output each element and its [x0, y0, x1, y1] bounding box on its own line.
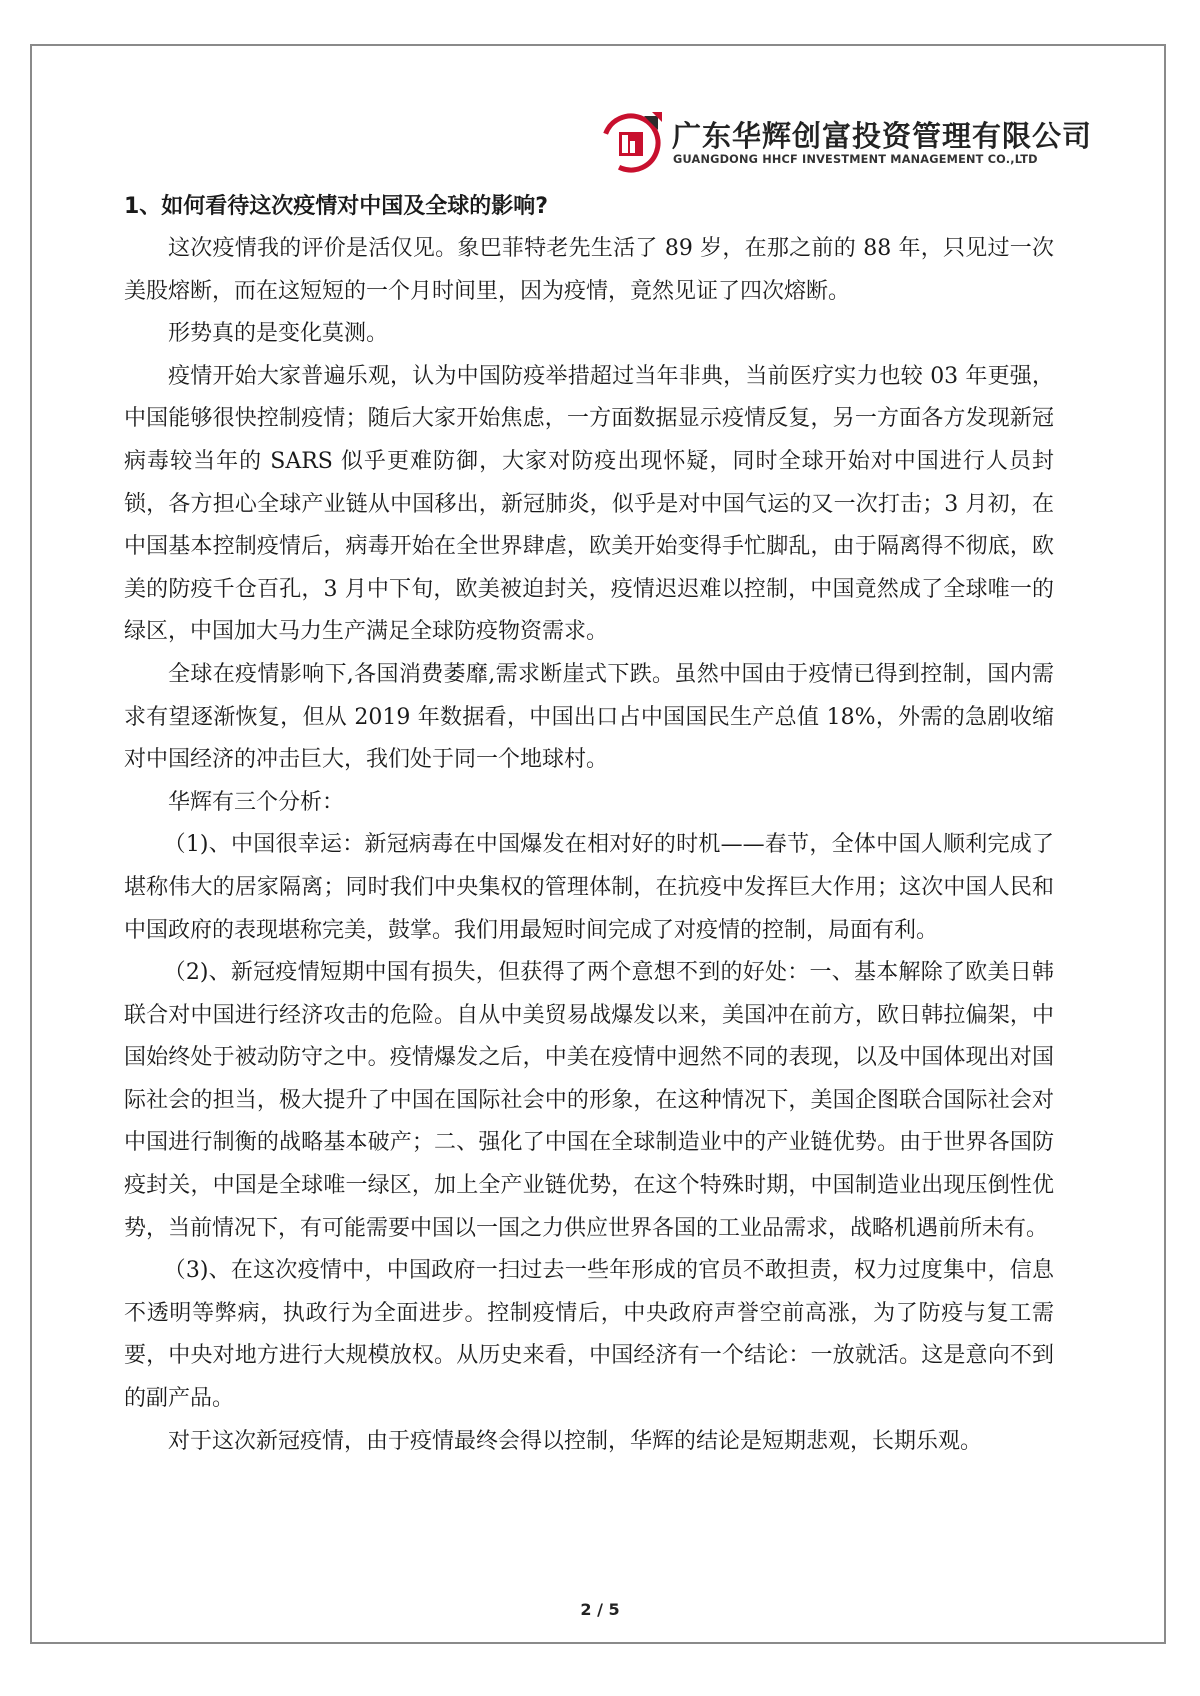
- company-logo: [600, 108, 666, 174]
- paragraph: 全球在疫情影响下,各国消费萎靡,需求断崖式下跌。虽然中国由于疫情已得到控制，国内需求有望逐渐恢复，但从 2019 年数据看，中国出口占中国国民生产总值 18%，外需的急剧收缩对中国经济的冲击巨大，我们处于同一个地球村。: [124, 661, 1054, 773]
- paragraph: 疫情开始大家普遍乐观，认为中国防疫举措超过当年非典，当前医疗实力也较 03 年更强，中国能够很快控制疫情；随后大家开始焦虑，一方面数据显示疫情反复，另一方面各方发现新冠病毒较当年的 SARS 似乎更难防御，大家对防疫出现怀疑，同时全球开始对中国进行人员封锁，各方担心全球产业链从中国移出，新冠肺炎，似乎是对中国气运的又一次打击；3 月初，在中国基本控制疫情后，病毒开始在全世界肆虐，欧美开始变得手忙脚乱，由于隔离得不彻底，欧美的防疫千仓百孔，3 月中下旬，欧美被迫封关，疫情迟迟难以控制，中国竟然成了全球唯一的绿区，中国加大马力生产满足全球防疫物资需求。: [124, 363, 1054, 645]
- analysis-point-3: （3)、在这次疫情中，中国政府一扫过去一些年形成的官员不敢担责，权力过度集中，信息不透明等弊病，执政行为全面进步。控制疫情后，中央政府声誉空前高涨，为了防疫与复工需要，中央对地方进行大规模放权。从历史来看，中国经济有一个结论：一放就活。这是意向不到的副产品。: [124, 1258, 1054, 1412]
- company-name-cn: 广东华辉创富投资管理有限公司: [672, 119, 1093, 153]
- conclusion-paragraph: 对于这次新冠疫情，由于疫情最终会得以控制，华辉的结论是短期悲观，长期乐观。: [168, 1428, 983, 1454]
- paragraph: 形势真的是变化莫测。: [168, 321, 389, 347]
- analysis-point-2: （2)、新冠疫情短期中国有损失，但获得了两个意想不到的好处：一、基本解除了欧美日韩联合对中国进行经济攻击的危险。自从中美贸易战爆发以来，美国冲在前方，欧日韩拉偏架，中国始终处于被动防守之中。疫情爆发之后，中美在疫情中迥然不同的表现，以及中国体现出对国际社会的担当，极大提升了中国在国际社会中的形象，在这种情况下，美国企图联合国际社会对中国进行制衡的战略基本破产；二、强化了中国在全球制造业中的产业链优势。由于世界各国防疫封关，中国是全球唯一绿区，加上全产业链优势，在这个特殊时期，中国制造业出现压倒性优势，当前情况下，有可能需要中国以一国之力供应世界各国的工业品需求，战略机遇前所未有。: [124, 960, 1054, 1241]
- analysis-point-1: （1)、中国很幸运：新冠病毒在中国爆发在相对好的时机——春节，全体中国人顺利完成了堪称伟大的居家隔离；同时我们中央集权的管理体制，在抗疫中发挥巨大作用；这次中国人民和中国政府的表现堪称完美，鼓掌。我们用最短时间完成了对疫情的控制，局面有利。: [124, 832, 1054, 943]
- page-number: 2 / 5: [580, 1600, 620, 1619]
- document-body: [124, 186, 1054, 1463]
- company-name-en: GUANGDONG HHCF INVESTMENT MANAGEMENT CO.,LTD: [673, 153, 1038, 166]
- paragraph: 华辉有三个分析：: [168, 789, 345, 815]
- section-title: 1、如何看待这次疫情对中国及全球的影响?: [124, 194, 549, 219]
- company-header: [600, 108, 1093, 178]
- paragraph: 这次疫情我的评价是活仅见。象巴菲特老先生活了 89 岁，在那之前的 88 年，只见过一次美股熔断，而在这短短的一个月时间里，因为疫情，竟然见证了四次熔断。: [124, 236, 1054, 304]
